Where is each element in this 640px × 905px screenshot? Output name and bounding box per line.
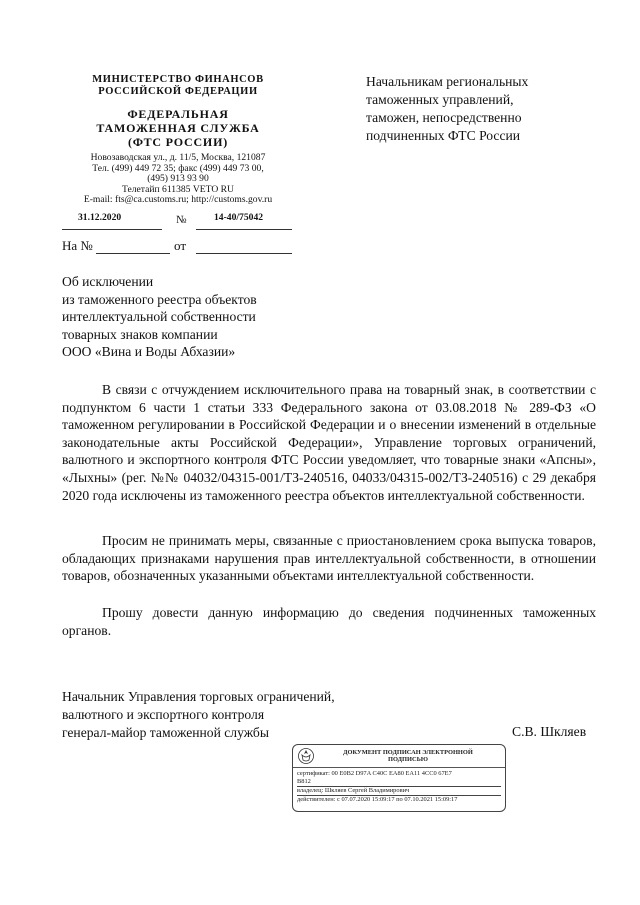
letter-subject bbox=[62, 273, 362, 361]
addressee-block bbox=[366, 73, 596, 145]
address-line-1: Новозаводская ул., д. 11/5, Москва, 121087 bbox=[90, 152, 266, 163]
subject-line-3: интеллектуальной собственности bbox=[62, 309, 256, 325]
position-line-1: Начальник Управления торговых ограничений, bbox=[62, 689, 335, 704]
registration-number: 14-40/75042 bbox=[214, 212, 264, 223]
stamp-owner: владелец: Шкляев Сергей Владимирович bbox=[297, 787, 501, 796]
emblem-icon bbox=[297, 747, 315, 765]
addressee-line-3: таможен, непосредственно bbox=[366, 110, 522, 125]
registration-number-symbol: № bbox=[176, 214, 187, 226]
stamp-body bbox=[293, 768, 505, 804]
body-paragraph-1: В связи с отчуждением исключительного права на товарный знак, в соответствии с подпунктом 6 части 1 статьи 333 Федерального закона от 03.08.2018 № 289-ФЗ «О таможенном регулировании в Российской Федерации и о внесении изменений в отдельные законодательные акты Российской Федерации», Управление торговых ограничений, валютного и экспортного контроля ФТС России уведомляет, что товарные знаки «Апсны», «Лыхны» (рег. №№ 04032/04315-001/ТЗ-240516, 04033/04315-002/ТЗ-240516) с 29 декабря 2020 года исключены из таможенного реестра объектов интеллектуальной собственности. bbox=[62, 382, 596, 503]
registration-date: 31.12.2020 bbox=[78, 212, 122, 223]
registration-number-underline bbox=[196, 229, 292, 230]
addressee-line-4: подчиненных ФТС России bbox=[366, 128, 521, 143]
body-paragraph-3: Прошу довести данную информацию до сведения подчиненных таможенных органов. bbox=[62, 605, 596, 638]
service-line-3: (ФТС РОССИИ) bbox=[127, 135, 228, 149]
ministry-name bbox=[60, 74, 296, 98]
stamp-title-line-1: ДОКУМЕНТ ПОДПИСАН ЭЛЕКТРОННОЙ bbox=[343, 749, 473, 756]
subject-line-4: товарных знаков компании bbox=[62, 326, 218, 342]
signatory-name: С.В. Шкляев bbox=[512, 724, 587, 739]
address-line-3: (495) 913 93 90 bbox=[147, 173, 209, 185]
stamp-validity: действителен: с 07.07.2020 15:09:17 по 07.10.2021 15:09:17 bbox=[297, 796, 458, 803]
reference-number-line bbox=[96, 253, 170, 254]
position-line-3: генерал-майор таможенной службы bbox=[62, 725, 269, 740]
position-line-2: валютного и экспортного контроля bbox=[62, 707, 265, 722]
addressee-line-2: таможенных управлений, bbox=[366, 92, 514, 107]
ministry-line-2: РОССИЙСКОЙ ФЕДЕРАЦИИ bbox=[98, 86, 258, 97]
service-line-2: ТАМОЖЕННАЯ СЛУЖБА bbox=[96, 121, 260, 135]
stamp-certificate: сертификат: 00 E0B2 D97A C40C EA80 EA11 4CC0 67E7 bbox=[297, 770, 452, 777]
addressee-line-1: Начальникам региональных bbox=[366, 74, 529, 89]
electronic-signature-stamp bbox=[292, 744, 506, 812]
stamp-header bbox=[293, 745, 505, 768]
stamp-title bbox=[315, 749, 501, 763]
ministry-line-1: МИНИСТЕРСТВО ФИНАНСОВ bbox=[92, 74, 264, 85]
address-line-2: Тел. (499) 449 72 35; факс (499) 449 73 00, bbox=[92, 162, 264, 174]
signatory-position bbox=[62, 688, 335, 742]
address-line-4: Телетайп 611385 VETO RU bbox=[122, 183, 234, 195]
service-name bbox=[60, 107, 296, 149]
reference-number-label: На № bbox=[62, 238, 93, 253]
contact-block bbox=[60, 153, 296, 206]
reference-date-line bbox=[196, 253, 292, 254]
address-line-5: E-mail: fts@ca.customs.ru; http://customs.gov.ru bbox=[83, 194, 273, 206]
subject-line-2: из таможенного реестра объектов bbox=[62, 291, 257, 307]
stamp-title-line-2: ПОДПИСЬЮ bbox=[388, 756, 428, 763]
reference-date-label: от bbox=[174, 238, 187, 253]
subject-line-1: Об исключении bbox=[62, 274, 154, 289]
body-paragraph-2: Просим не принимать меры, связанные с приостановлением срока выпуска товаров, обладающих признаками нарушения прав интеллектуальной собственности, в отношении товаров, обозначенных указанными объектами интеллектуальной собственности. bbox=[62, 533, 596, 584]
registration-date-underline bbox=[62, 229, 162, 230]
subject-line-5: ООО «Вина и Воды Абхазии» bbox=[62, 344, 236, 360]
service-line-1: ФЕДЕРАЛЬНАЯ bbox=[127, 107, 229, 121]
stamp-certificate-continued: B812 bbox=[297, 778, 501, 787]
